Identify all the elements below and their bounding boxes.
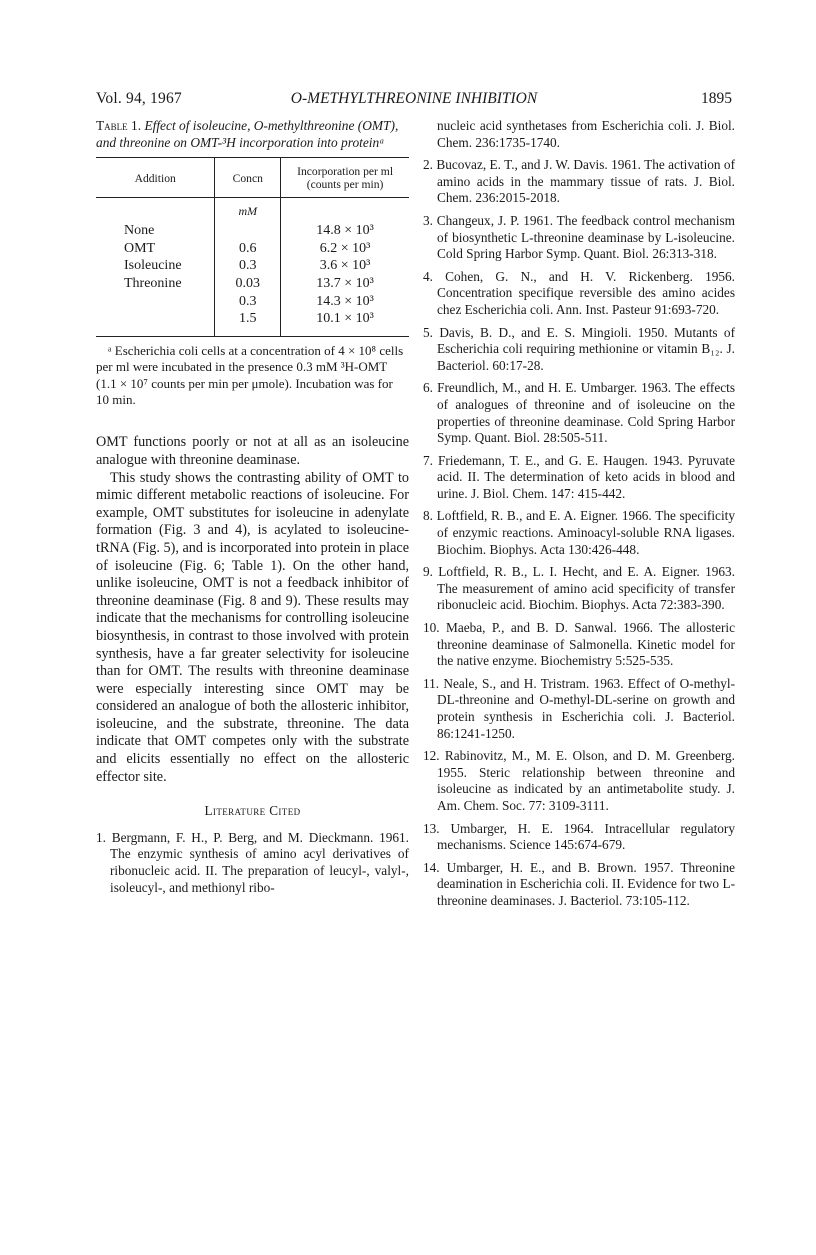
cell-addition: None — [124, 223, 155, 239]
concn-unit: mM — [215, 198, 281, 223]
reference-item: 7. Friedemann, T. E., and G. E. Haugen. 1943. Pyruvate acid. II. The determination of keto acids in blood and urine. J. Biol. Chem. 147: 415-442. — [423, 452, 735, 501]
cell-addition — [96, 310, 215, 336]
right-column — [423, 118, 735, 916]
cell-concn: 0.03 — [215, 275, 281, 293]
cell-incorporation: 6.2 × 10³ — [319, 240, 371, 256]
table-title: Effect of isoleucine, O-methylthreonine (OMT), and threonine on OMT-³H incorporation into proteinᵃ — [96, 118, 399, 150]
table-row — [96, 293, 409, 311]
table-footnote: ᵃ Escherichia coli cells at a concentration of 4 × 10⁸ cells per ml were incubated in the presence 0.3 mM ³H-OMT (1.1 × 10⁷ counts per min per μmole). Incubation was for 10 min. — [96, 342, 404, 407]
running-title: O-METHYLTHREONINE INHIBITION — [290, 90, 538, 107]
reference-item: 3. Changeux, J. P. 1961. The feedback control mechanism of biosynthetic L-threonine deaminase by L-isoleucine. Cold Spring Harbor Symp. Quant. Biol. 26:313-318. — [423, 212, 735, 262]
cell-concn: 1.5 — [215, 310, 281, 336]
cell-incorporation: 10.1 × 10³ — [281, 310, 409, 336]
table-caption — [96, 118, 409, 151]
reference-item: 1. Bergmann, F. H., P. Berg, and M. Dieckmann. 1961. The enzymic synthesis of amino acyl derivatives of ribonucleic acid. II. The preparation of leucyl-, valyl-, isoleucyl-, and methionyl ribo- — [96, 829, 409, 895]
table-row — [96, 222, 409, 240]
reference-item: 5. Davis, B. D., and E. S. Mingioli. 1950. Mutants of Escherichia coli requiring methionine or vitamin B₁₂. J. Bacteriol. 60:17-28. — [423, 324, 735, 373]
table-label: Table 1. — [96, 118, 142, 133]
page-number: 1895 — [701, 90, 732, 107]
reference-item: 11. Neale, S., and H. Tristram. 1963. Effect of O-methyl-DL-threonine and O-methyl-DL-serine on growth and protein synthesis in Escherichia coli. J. Bacteriol. 86:1241-1250. — [423, 675, 735, 741]
cell-concn: 0.3 — [215, 293, 281, 311]
reference-item: 8. Loftfield, R. B., and E. A. Eigner. 1966. The specificity of enzymic reactions. Aminoacyl-soluble RNA ligases. Biochim. Biophys. Acta 130:426-448. — [423, 508, 735, 557]
column-header-incorporation: Incorporation per ml (counts per min) — [281, 158, 409, 198]
cell-addition — [96, 293, 215, 311]
cell-incorporation: 3.6 × 10³ — [319, 258, 371, 274]
reference-item: 13. Umbarger, H. E. 1964. Intracellular regulatory mechanisms. Science 145:674-679. — [423, 820, 735, 853]
reference-item: 9. Loftfield, R. B., L. I. Hecht, and E. A. Eigner. 1963. The measurement of amino acid specificity of transfer ribonucleic acid. Biochim. Biophys. Acta 72:383-390. — [423, 564, 735, 613]
cell-addition: Threonine — [124, 275, 182, 291]
reference-item: 12. Rabinovitz, M., M. E. Olson, and D. M. Greenberg. 1955. Steric relationship between threonine and isoleucine as indicated by an antimetabolite study. J. Am. Chem. Soc. 77: 3109-3111. — [423, 748, 735, 813]
column-header-concn: Concn — [215, 158, 281, 198]
journal-volume: Vol. 94, 1967 — [96, 90, 182, 107]
cell-addition: OMT — [124, 240, 156, 256]
cell-incorporation: 14.3 × 10³ — [316, 293, 374, 309]
body-paragraph: OMT functions poorly or not at all as an isoleucine analogue with threonine deaminase. — [96, 434, 409, 468]
table-row — [96, 257, 409, 275]
column-header-addition: Addition — [96, 158, 215, 198]
table-row — [96, 275, 409, 293]
cell-concn — [215, 222, 281, 240]
reference-item: 10. Maeba, P., and B. D. Sanwal. 1966. The allosteric threonine deaminase of Salmonella. Kinetic model for the native enzyme. Biochemistry 5:525-535. — [423, 620, 735, 669]
body-paragraph: This study shows the contrasting ability of OMT to mimic different metabolic reactions of isoleucine. For example, OMT substitutes for isoleucine in adenylate formation (Fig. 3 and 4), is acylated to isoleucine-tRNA (Fig. 5), and is incorporated into protein in place of isoleucine (Fig. 6; Table 1). On the other hand, unlike isoleucine, OMT is not a feedback inhibitor of threonine deaminase (Fig. 8 and 9). These results may indicate that the mechanisms for controlling isoleucine biosynthesis, in contrast to those involved with protein synthesis, have a far greater selectivity for isoleucine than for OMT. The results with threonine deaminase were especially interesting since OMT may be considered an analogue of both the allosteric inhibitor, isoleucine, and the substrate, threonine. The data indicate that OMT competes only with the substrate and elicits essentially no effect on the allosteric effector site. — [96, 469, 409, 785]
cell-concn: 0.3 — [215, 257, 281, 275]
cell-addition: Isoleucine — [124, 258, 182, 274]
reference-item: 2. Bucovaz, E. T., and J. W. Davis. 1961. The activation of amino acids in the mammary tissue of rats. J. Biol. Chem. 236:2015-2018. — [423, 157, 735, 206]
reference-item: 6. Freundlich, M., and H. E. Umbarger. 1963. The effects of analogues of threonine and of isoleucine on the properties of threonine deaminase. Cold Spring Harbor Symp. Quant. Biol. 28:505-511. — [423, 380, 735, 446]
cell-concn: 0.6 — [215, 240, 281, 258]
literature-cited-heading: Literature Cited — [204, 803, 301, 819]
cell-incorporation: 13.7 × 10³ — [316, 275, 374, 291]
reference-item: 4. Cohen, G. N., and H. V. Rickenberg. 1956. Concentration specifique reversible des amino acides chez Escherichia coli. Ann. Inst. Pasteur 91:693-720. — [423, 268, 735, 317]
reference-continuation: nucleic acid synthetases from Escherichia coli. J. Biol. Chem. 236:1735-1740. — [437, 118, 735, 150]
reference-item: 14. Umbarger, H. E., and B. Brown. 1957. Threonine deamination in Escherichia coli. II. Evidence for two L-threonine deaminases. J. Bacteriol. 73:105-112. — [423, 859, 735, 908]
left-column — [96, 118, 409, 902]
table-row — [96, 310, 409, 336]
cell-incorporation: 14.8 × 10³ — [316, 223, 374, 239]
table-row — [96, 240, 409, 258]
table-unit-row — [96, 198, 409, 223]
data-table — [96, 157, 409, 337]
running-header — [96, 90, 732, 110]
